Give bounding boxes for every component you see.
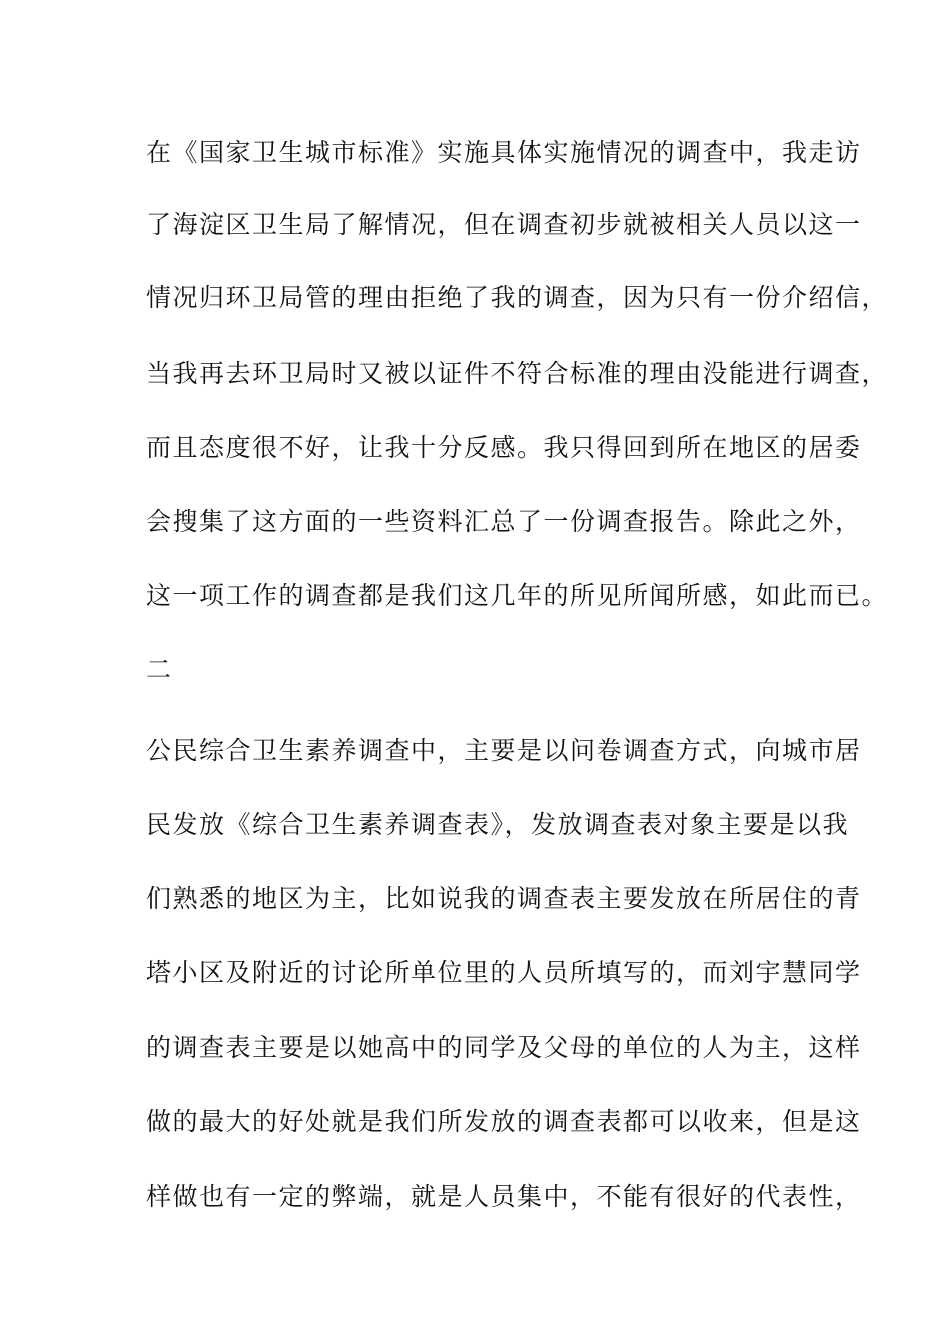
paragraph-line: 塔小区及附近的讨论所单位里的人员所填写的，而刘宇慧同学 — [146, 958, 862, 987]
paragraph-line: 情况归环卫局管的理由拒绝了我的调查，因为只有一份介绍信， — [146, 283, 889, 312]
paragraph-line: 这一项工作的调查都是我们这几年的所见所闻所感，如此而已。 — [146, 581, 889, 610]
paragraph-line: 的调查表主要是以她高中的同学及父母的单位的人为主，这样 — [146, 1033, 862, 1062]
paragraph-line: 样做也有一定的弊端，就是人员集中，不能有很好的代表性， — [146, 1182, 862, 1211]
paragraph-line: 而且态度很不好，让我十分反感。我只得回到所在地区的居委 — [146, 433, 862, 462]
paragraph-line: 在《国家卫生城市标准》实施具体实施情况的调查中，我走访 — [146, 138, 862, 167]
paragraph-line: 做的最大的好处就是我们所发放的调查表都可以收来，但是这 — [146, 1107, 862, 1136]
paragraph-line: 了海淀区卫生局了解情况，但在调查初步就被相关人员以这一 — [146, 210, 862, 239]
section-number: 二 — [146, 655, 173, 684]
paragraph-line: 民发放《综合卫生素养调查表》，发放调查表对象主要是以我 — [146, 810, 850, 839]
paragraph-line: 当我再去环卫局时又被以证件不符合标准的理由没能进行调查， — [146, 359, 889, 388]
paragraph-line: 公民综合卫生素养调查中，主要是以问卷调查方式，向城市居 — [146, 736, 862, 765]
paragraph-line: 们熟悉的地区为主，比如说我的调查表主要发放在所居住的青 — [146, 884, 862, 913]
paragraph-line: 会搜集了这方面的一些资料汇总了一份调查报告。除此之外， — [146, 507, 862, 536]
